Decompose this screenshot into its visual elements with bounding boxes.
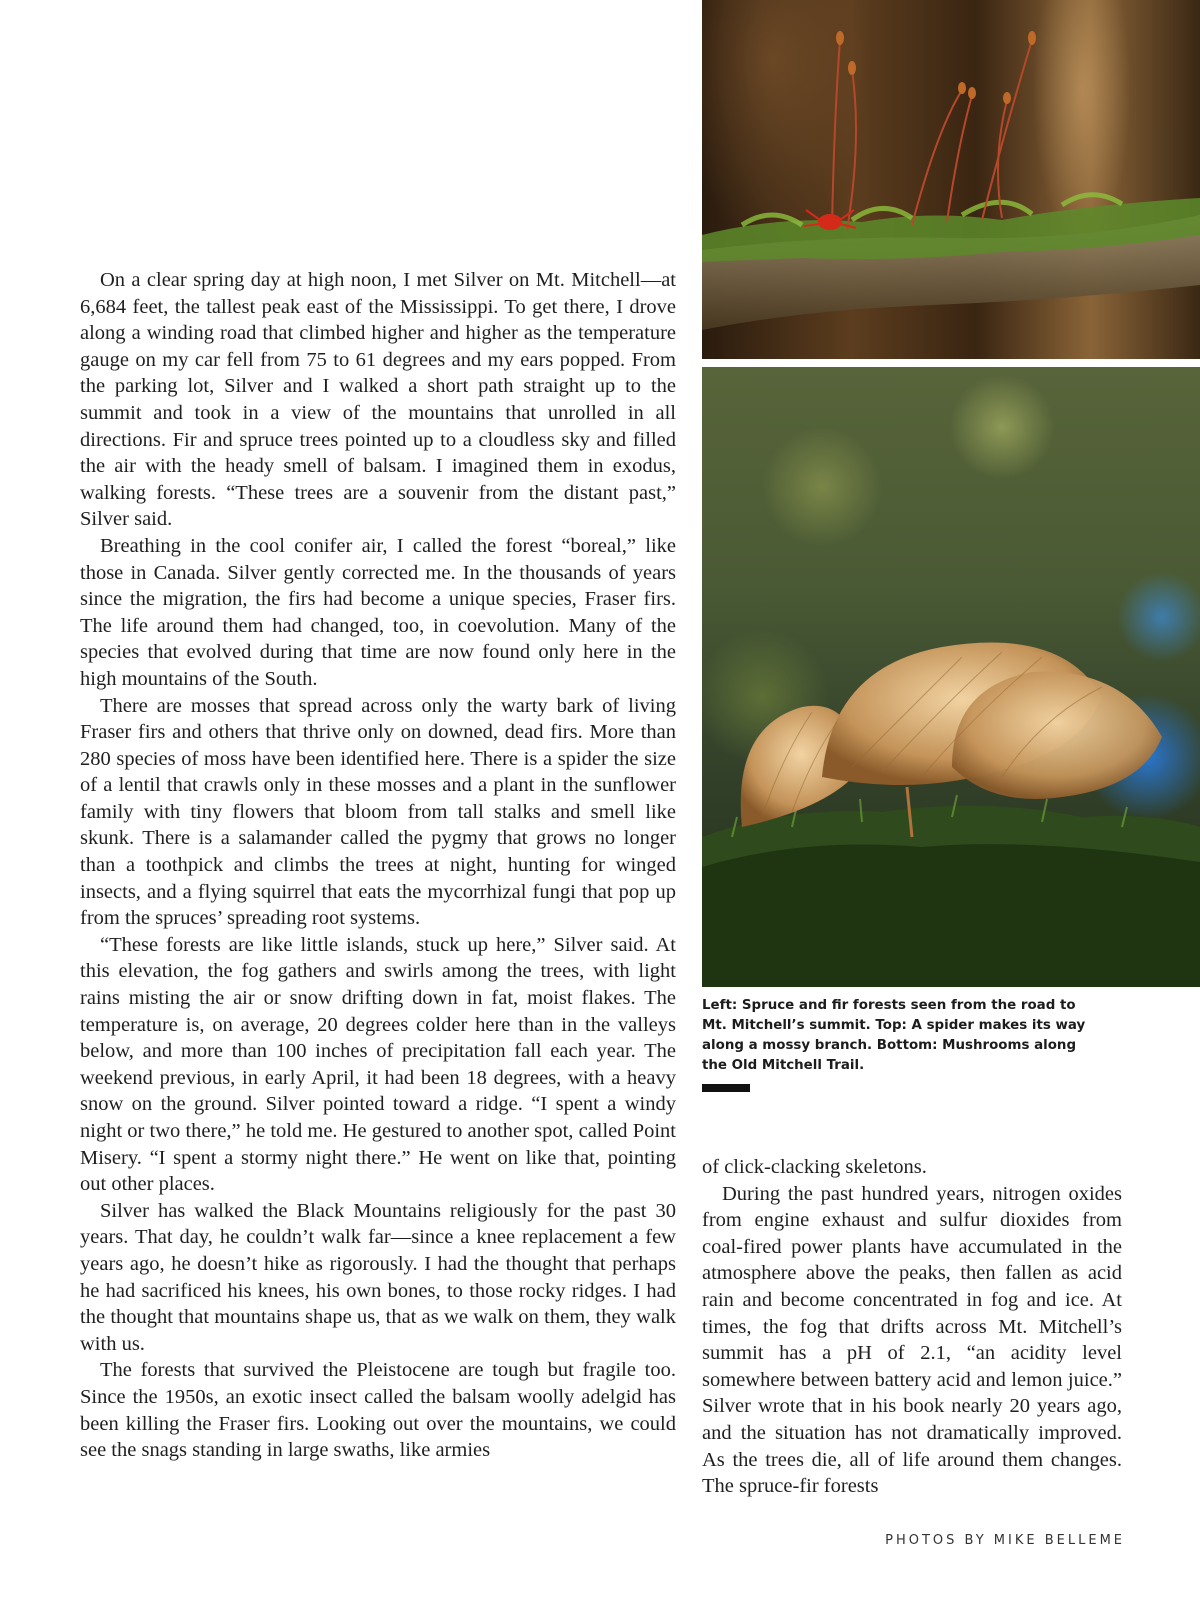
- paragraph: Breathing in the cool conifer air, I called the forest “boreal,” like those in Canada. Silver gently corrected me. In the thousands of years since the migration, the firs had become a unique species, Fraser firs. The life around them had changed, too, in coevolution. Many of the species that evolved during that time are now found only here in the high mountains of the South.: [80, 534, 676, 690]
- paragraph: of click-clacking skeletons.: [702, 1156, 927, 1178]
- paragraph: There are mosses that spread across only the warty bark of living Fraser firs and others that thrive only on downed, dead firs. More than 280 species of moss have been identified here. There is a spider the size of a lentil that crawls only in these mosses and a plant in the sunflower family with tiny flowers that bloom from tall stalks and smell like skunk. There is a salamander called the pygmy that grows no longer than a toothpick and climbs the trees at night, hunting for winged insects, and a flying squirrel that eats the mycorrhizal fungi that pop up from the spruces’ spreading root systems.: [80, 694, 676, 930]
- paragraph: The forests that survived the Pleistocene are tough but fragile too. Since the 1950s, an exotic insect called the balsam woolly adelgid has been killing the Fraser firs. Looking out over the mountains, we could see the snags standing in large swaths, like armies: [80, 1359, 676, 1462]
- photo-spider-on-mossy-branch: [702, 0, 1200, 359]
- paragraph: Silver has walked the Black Mountains religiously for the past 30 years. That day, he couldn’t walk far—since a knee replacement a few years ago, he doesn’t hike as rigorously. I had the thought that perhaps he had sacrificed his knees, his own bones, to those rocky ridges. I had the thought that mountains shape us, that as we walk on them, they walk with us.: [80, 1199, 676, 1355]
- moss-branch-illustration: [702, 0, 1200, 359]
- paragraph: “These forests are like little islands, stuck up here,” Silver said. At this elevation, the fog gathers and swirls among the trees, with light rains misting the air or snow drifting down in fat, moist flakes. The temperature is, on average, 20 degrees colder here than in the valleys below, and more than 100 inches of precipitation fall each year. The weekend previous, in early April, it had been 18 degrees, with a heavy snow on the ground. Silver pointed toward a ridge. “I spent a windy night or two there,” he told me. He gestured to another spot, called Point Misery. “I spent a stormy night there.” He went on like that, pointing out other places.: [80, 933, 676, 1196]
- photo-credit: PHOTOS BY MIKE BELLEME: [885, 1533, 1125, 1548]
- article-column-right: [702, 1154, 1122, 1500]
- mushroom-illustration: [702, 367, 1200, 987]
- photo-mushrooms-on-moss: [702, 367, 1200, 987]
- paragraph: On a clear spring day at high noon, I met Silver on Mt. Mitchell—at 6,684 feet, the tallest peak east of the Mississippi. To get there, I drove along a winding road that climbed higher and higher as the temperature gauge on my car fell from 75 to 61 degrees and my ears popped. From the parking lot, Silver and I walked a short path straight up to the summit and took in a view of the mountains that unrolled in all directions. Fir and spruce trees pointed up to a cloudless sky and filled the air with the heady smell of balsam. I imagined them in exodus, walking forests. “These trees are a souvenir from the distant past,” Silver said.: [80, 269, 676, 531]
- caption-divider: [702, 1084, 750, 1092]
- paragraph: During the past hundred years, nitrogen oxides from engine exhaust and sulfur dioxides from coal-fired power plants have accumulated in the atmosphere above the peaks, then fallen as acid rain and become concentrated in fog and ice. At times, the fog that drifts across Mt. Mitchell’s summit has a pH of 2.1, “an acidity level somewhere between battery acid and lemon juice.” Silver wrote that in his book nearly 20 years ago, and the situation has not dramatically improved. As the trees die, all of life around them changes. The spruce-fir forests: [702, 1182, 1122, 1498]
- article-column-left: [80, 267, 676, 1464]
- photo-caption: Left: Spruce and fir forests seen from the road to Mt. Mitchell’s summit. Top: A spider makes its way along a mossy branch. Bottom: Mushrooms along the Old Mitchell Trail.: [702, 998, 1086, 1073]
